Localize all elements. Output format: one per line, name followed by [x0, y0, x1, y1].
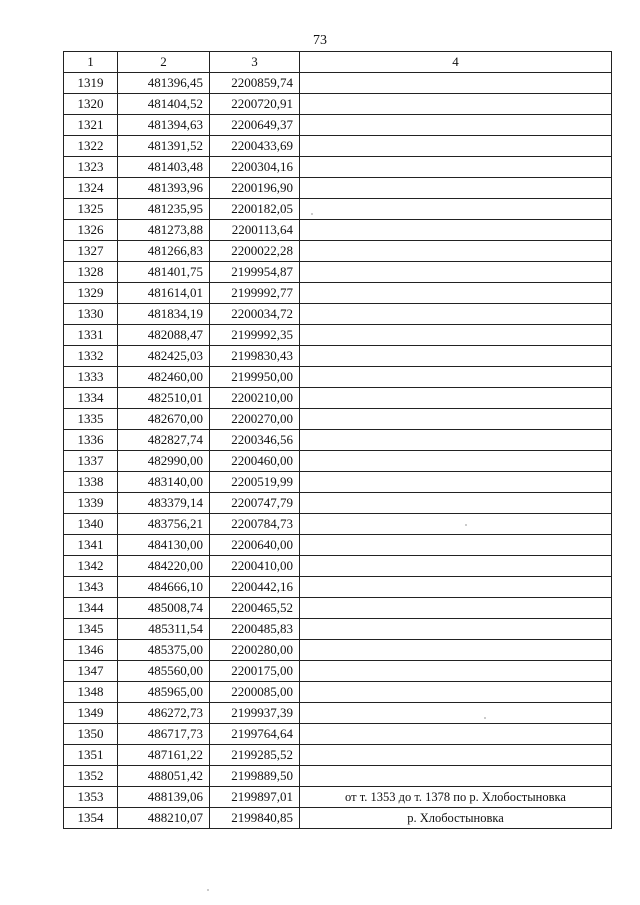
description-cell	[300, 724, 612, 745]
point-number-cell: 1333	[64, 367, 118, 388]
x-coordinate-cell: 483379,14	[118, 493, 210, 514]
description-cell	[300, 766, 612, 787]
table-row	[64, 262, 612, 283]
table-row	[64, 766, 612, 787]
table-row	[64, 577, 612, 598]
x-coordinate-cell: 481235,95	[118, 199, 210, 220]
y-coordinate-cell: 2199954,87	[210, 262, 300, 283]
y-coordinate-cell: 2200085,00	[210, 682, 300, 703]
x-coordinate-cell: 487161,22	[118, 745, 210, 766]
description-cell	[300, 367, 612, 388]
y-coordinate-cell: 2199992,77	[210, 283, 300, 304]
table-row	[64, 514, 612, 535]
description-cell	[300, 325, 612, 346]
table-row	[64, 703, 612, 724]
x-coordinate-cell: 488210,07	[118, 808, 210, 829]
description-cell	[300, 220, 612, 241]
y-coordinate-cell: 2199937,39	[210, 703, 300, 724]
x-coordinate-cell: 481614,01	[118, 283, 210, 304]
x-coordinate-cell: 481396,45	[118, 73, 210, 94]
y-coordinate-cell: 2199764,64	[210, 724, 300, 745]
scan-speck	[207, 889, 209, 891]
y-coordinate-cell: 2200175,00	[210, 661, 300, 682]
description-cell	[300, 430, 612, 451]
description-cell	[300, 178, 612, 199]
x-coordinate-cell: 485008,74	[118, 598, 210, 619]
point-number-cell: 1340	[64, 514, 118, 535]
table-row	[64, 94, 612, 115]
x-coordinate-cell: 481403,48	[118, 157, 210, 178]
scan-speck	[484, 717, 486, 719]
table-row	[64, 409, 612, 430]
x-coordinate-cell: 481834,19	[118, 304, 210, 325]
description-cell	[300, 472, 612, 493]
x-coordinate-cell: 482460,00	[118, 367, 210, 388]
description-cell	[300, 136, 612, 157]
point-number-cell: 1351	[64, 745, 118, 766]
page-number: 73	[313, 33, 327, 48]
description-cell	[300, 682, 612, 703]
table-row	[64, 451, 612, 472]
point-number-cell: 1353	[64, 787, 118, 808]
x-coordinate-cell: 484130,00	[118, 535, 210, 556]
x-coordinate-cell: 486272,73	[118, 703, 210, 724]
point-number-cell: 1330	[64, 304, 118, 325]
x-coordinate-cell: 486717,73	[118, 724, 210, 745]
table-row	[64, 220, 612, 241]
point-number-cell: 1320	[64, 94, 118, 115]
table-row	[64, 430, 612, 451]
description-cell	[300, 535, 612, 556]
table-row	[64, 136, 612, 157]
description-cell	[300, 199, 612, 220]
description-cell	[300, 598, 612, 619]
description-cell: р. Хлобостыновка	[300, 808, 612, 829]
y-coordinate-cell: 2199285,52	[210, 745, 300, 766]
description-cell	[300, 346, 612, 367]
y-coordinate-cell: 2200747,79	[210, 493, 300, 514]
table-row	[64, 724, 612, 745]
y-coordinate-cell: 2199950,00	[210, 367, 300, 388]
point-number-cell: 1352	[64, 766, 118, 787]
x-coordinate-cell: 482670,00	[118, 409, 210, 430]
y-coordinate-cell: 2200410,00	[210, 556, 300, 577]
table-row	[64, 556, 612, 577]
description-cell	[300, 262, 612, 283]
table-row	[64, 745, 612, 766]
description-cell	[300, 556, 612, 577]
point-number-cell: 1335	[64, 409, 118, 430]
table-row	[64, 304, 612, 325]
y-coordinate-cell: 2200022,28	[210, 241, 300, 262]
column-header-3: 3	[210, 52, 300, 73]
table-row	[64, 388, 612, 409]
y-coordinate-cell: 2200280,00	[210, 640, 300, 661]
x-coordinate-cell: 481393,96	[118, 178, 210, 199]
y-coordinate-cell: 2200182,05	[210, 199, 300, 220]
point-number-cell: 1332	[64, 346, 118, 367]
table-row	[64, 682, 612, 703]
table-row	[64, 661, 612, 682]
coordinates-table	[63, 51, 612, 829]
point-number-cell: 1346	[64, 640, 118, 661]
table-header-row	[64, 52, 612, 73]
y-coordinate-cell: 2199992,35	[210, 325, 300, 346]
y-coordinate-cell: 2200034,72	[210, 304, 300, 325]
y-coordinate-cell: 2200433,69	[210, 136, 300, 157]
table-row	[64, 787, 612, 808]
point-number-cell: 1347	[64, 661, 118, 682]
point-number-cell: 1327	[64, 241, 118, 262]
point-number-cell: 1345	[64, 619, 118, 640]
x-coordinate-cell: 483756,21	[118, 514, 210, 535]
y-coordinate-cell: 2200196,90	[210, 178, 300, 199]
y-coordinate-cell: 2199889,50	[210, 766, 300, 787]
table-row	[64, 808, 612, 829]
y-coordinate-cell: 2200460,00	[210, 451, 300, 472]
point-number-cell: 1337	[64, 451, 118, 472]
y-coordinate-cell: 2199897,01	[210, 787, 300, 808]
point-number-cell: 1338	[64, 472, 118, 493]
y-coordinate-cell: 2200784,73	[210, 514, 300, 535]
description-cell	[300, 661, 612, 682]
table-row	[64, 535, 612, 556]
x-coordinate-cell: 485375,00	[118, 640, 210, 661]
description-cell	[300, 745, 612, 766]
point-number-cell: 1342	[64, 556, 118, 577]
point-number-cell: 1324	[64, 178, 118, 199]
table-row	[64, 619, 612, 640]
x-coordinate-cell: 484220,00	[118, 556, 210, 577]
point-number-cell: 1325	[64, 199, 118, 220]
y-coordinate-cell: 2200465,52	[210, 598, 300, 619]
x-coordinate-cell: 482510,01	[118, 388, 210, 409]
scan-speck	[465, 524, 467, 526]
table-row	[64, 73, 612, 94]
table-row	[64, 472, 612, 493]
description-cell	[300, 283, 612, 304]
description-cell: от т. 1353 до т. 1378 по р. Хлобостыновка	[300, 787, 612, 808]
x-coordinate-cell: 488051,42	[118, 766, 210, 787]
x-coordinate-cell: 482990,00	[118, 451, 210, 472]
description-cell	[300, 94, 612, 115]
point-number-cell: 1323	[64, 157, 118, 178]
description-cell	[300, 115, 612, 136]
y-coordinate-cell: 2200113,64	[210, 220, 300, 241]
y-coordinate-cell: 2200519,99	[210, 472, 300, 493]
x-coordinate-cell: 481401,75	[118, 262, 210, 283]
point-number-cell: 1321	[64, 115, 118, 136]
point-number-cell: 1328	[64, 262, 118, 283]
table-row	[64, 493, 612, 514]
table-row	[64, 367, 612, 388]
y-coordinate-cell: 2200859,74	[210, 73, 300, 94]
x-coordinate-cell: 485965,00	[118, 682, 210, 703]
point-number-cell: 1354	[64, 808, 118, 829]
point-number-cell: 1331	[64, 325, 118, 346]
point-number-cell: 1329	[64, 283, 118, 304]
x-coordinate-cell: 484666,10	[118, 577, 210, 598]
y-coordinate-cell: 2200720,91	[210, 94, 300, 115]
y-coordinate-cell: 2200649,37	[210, 115, 300, 136]
point-number-cell: 1334	[64, 388, 118, 409]
point-number-cell: 1344	[64, 598, 118, 619]
y-coordinate-cell: 2200485,83	[210, 619, 300, 640]
point-number-cell: 1319	[64, 73, 118, 94]
description-cell	[300, 388, 612, 409]
x-coordinate-cell: 481266,83	[118, 241, 210, 262]
x-coordinate-cell: 482088,47	[118, 325, 210, 346]
point-number-cell: 1326	[64, 220, 118, 241]
point-number-cell: 1350	[64, 724, 118, 745]
x-coordinate-cell: 482827,74	[118, 430, 210, 451]
column-header-2: 2	[118, 52, 210, 73]
point-number-cell: 1349	[64, 703, 118, 724]
table-row	[64, 346, 612, 367]
point-number-cell: 1343	[64, 577, 118, 598]
table-row	[64, 283, 612, 304]
description-cell	[300, 577, 612, 598]
y-coordinate-cell: 2200442,16	[210, 577, 300, 598]
column-header-1: 1	[64, 52, 118, 73]
x-coordinate-cell: 483140,00	[118, 472, 210, 493]
point-number-cell: 1348	[64, 682, 118, 703]
description-cell	[300, 640, 612, 661]
y-coordinate-cell: 2200210,00	[210, 388, 300, 409]
point-number-cell: 1341	[64, 535, 118, 556]
table-row	[64, 199, 612, 220]
x-coordinate-cell: 481273,88	[118, 220, 210, 241]
x-coordinate-cell: 485560,00	[118, 661, 210, 682]
description-cell	[300, 493, 612, 514]
description-cell	[300, 619, 612, 640]
description-cell	[300, 73, 612, 94]
table-row	[64, 640, 612, 661]
table-row	[64, 157, 612, 178]
table-row	[64, 241, 612, 262]
table-row	[64, 178, 612, 199]
description-cell	[300, 703, 612, 724]
x-coordinate-cell: 482425,03	[118, 346, 210, 367]
point-number-cell: 1339	[64, 493, 118, 514]
table-row	[64, 598, 612, 619]
description-cell	[300, 451, 612, 472]
point-number-cell: 1322	[64, 136, 118, 157]
x-coordinate-cell: 485311,54	[118, 619, 210, 640]
y-coordinate-cell: 2200270,00	[210, 409, 300, 430]
y-coordinate-cell: 2200304,16	[210, 157, 300, 178]
point-number-cell: 1336	[64, 430, 118, 451]
y-coordinate-cell: 2199830,43	[210, 346, 300, 367]
table-row	[64, 115, 612, 136]
y-coordinate-cell: 2200346,56	[210, 430, 300, 451]
description-cell	[300, 304, 612, 325]
y-coordinate-cell: 2200640,00	[210, 535, 300, 556]
y-coordinate-cell: 2199840,85	[210, 808, 300, 829]
description-cell	[300, 409, 612, 430]
table-row	[64, 325, 612, 346]
description-cell	[300, 241, 612, 262]
scan-speck	[311, 213, 313, 215]
column-header-4: 4	[300, 52, 612, 73]
x-coordinate-cell: 481404,52	[118, 94, 210, 115]
x-coordinate-cell: 481394,63	[118, 115, 210, 136]
x-coordinate-cell: 488139,06	[118, 787, 210, 808]
description-cell	[300, 514, 612, 535]
x-coordinate-cell: 481391,52	[118, 136, 210, 157]
table-body	[64, 73, 612, 829]
description-cell	[300, 157, 612, 178]
